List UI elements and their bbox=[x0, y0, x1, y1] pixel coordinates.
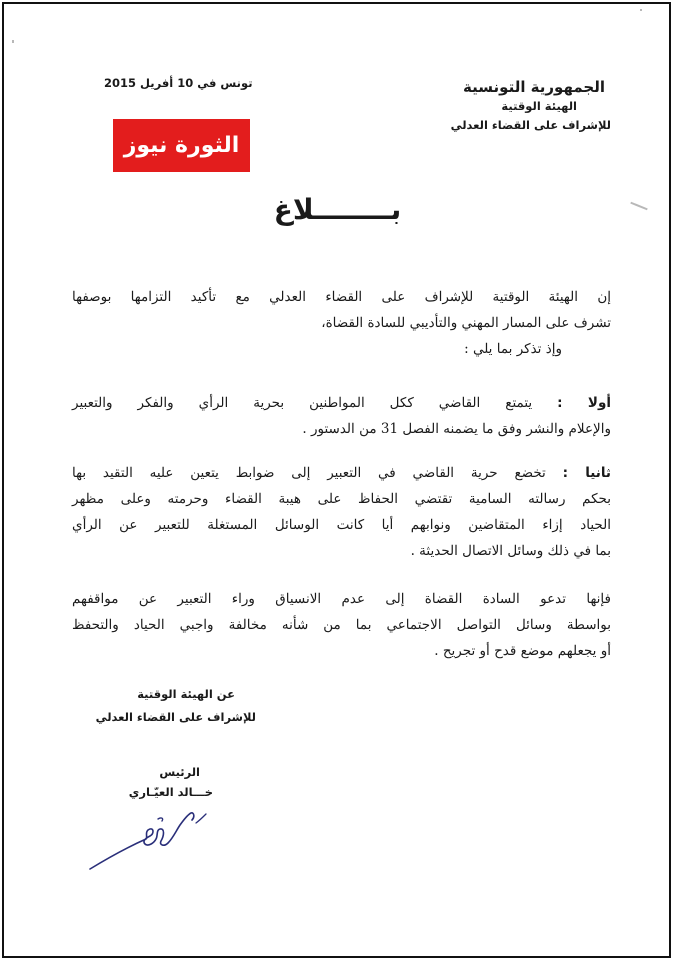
intro-line: تشرف على المسار المهني والتأديبي للسادة القضاة، bbox=[321, 315, 611, 331]
closing-line: فإنها تدعو السادة القضاة إلى عدم الانسياق وراء التعبير عن مواقفهم bbox=[72, 591, 611, 607]
header-date: تونس في 10 أفريل 2015 bbox=[104, 76, 253, 90]
intro-line: إن الهيئة الوقتية للإشراف على القضاء العدلي مع تأكيد التزامها بوصفها bbox=[72, 289, 611, 305]
header-supervision: للإشراف على القضاء العدلي bbox=[450, 118, 611, 132]
scan-speck bbox=[12, 40, 14, 43]
first-point-lead: أولا : bbox=[557, 395, 611, 411]
first-point-line: والإعلام والنشر وفق ما يضمنه الفصل 31 من الدستور . bbox=[302, 421, 611, 437]
first-point-line bbox=[72, 395, 611, 411]
document-title: بــــــــلاغ bbox=[273, 193, 402, 226]
closing-line: بواسطة وسائل التواصل الاجتماعي بما من شأنه مخالفة واجبي الحياد والتحفظ bbox=[72, 617, 611, 633]
header-republic: الجمهورية التونسية bbox=[463, 78, 605, 96]
handwritten-signature bbox=[88, 803, 218, 873]
intro-line: وإذ تذكر بما يلي : bbox=[464, 341, 562, 357]
signature-title: الرئيس bbox=[159, 765, 200, 779]
closing-line: أو يجعلهم موضع قدح أو تجريح . bbox=[434, 643, 611, 659]
second-point-text: تخضع حرية القاضي في التعبير إلى ضوابط يتعين عليه التقيد بها bbox=[72, 465, 546, 481]
first-point-text: يتمتع القاضي ككل المواطنين بحرية الرأي والفكر والتعبير bbox=[72, 395, 533, 411]
signature-body: للإشراف على القضاء العدلي bbox=[95, 710, 256, 724]
header-authority: الهيئة الوقتية bbox=[501, 99, 577, 113]
watermark-label: الثورة نيوز bbox=[113, 119, 250, 172]
second-point-line: الحياد إزاء المتقاضين ونوابهم أيا كانت الوسائل المستغلة للتعبير عن الرأي bbox=[72, 517, 611, 533]
second-point-line bbox=[72, 465, 611, 481]
signature-from: عن الهيئة الوقتية bbox=[137, 687, 235, 701]
signature-name: خـــالد العيّـاري bbox=[128, 785, 213, 799]
scan-speck bbox=[640, 9, 642, 11]
second-point-line: بما في ذلك وسائل الاتصال الحديثة . bbox=[410, 543, 611, 559]
second-point-lead: ثانيا : bbox=[562, 465, 611, 481]
second-point-line: بحكم رسالته السامية تقتضي الحفاظ على هيبة القضاء وحرمته وعلى مظهر bbox=[72, 491, 611, 507]
